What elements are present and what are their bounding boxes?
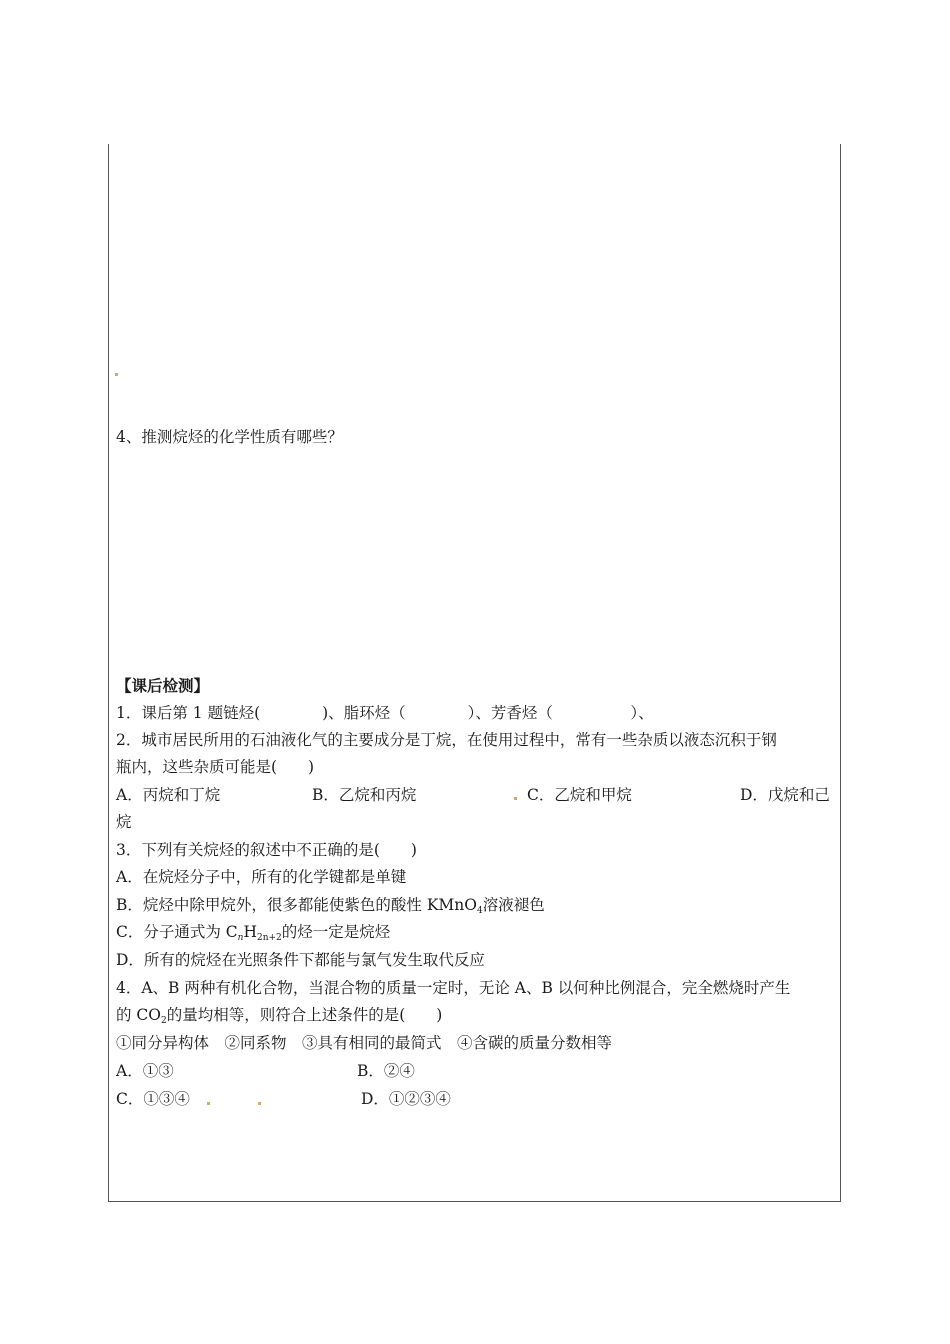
question-4-line-2: 的 $CO_2$的量均相等，则符合上述条件的是( ): [116, 1006, 443, 1026]
question-4-option-b: B．②④: [357, 1062, 415, 1080]
question-4-option-d: D．①②③④: [361, 1090, 451, 1108]
question-3-option-d: D．所有的烷烃在光照条件下都能与氯气发生取代反应: [116, 951, 485, 969]
question-4-option-c: C．①③④: [116, 1090, 190, 1108]
question-3-option-b: B．烷烃中除甲烷外，很多都能使紫色的酸性 KMnO$_4$溶液褪色: [116, 896, 545, 916]
question-3-stem: 3．下列有关烷烃的叙述中不正确的是( ): [116, 841, 417, 859]
question-3-option-c: C．分子通式为 CnH$_{2n+2}$的烃一定是烷烃: [116, 923, 391, 943]
question-2-line-2: 瓶内，这些杂质可能是( ): [116, 758, 315, 776]
question-2-option-d-wrap: 烷: [116, 813, 132, 831]
mark-dot: [258, 1102, 261, 1105]
mark-dot: [207, 1102, 210, 1105]
question-4-pre: 4、推测烷烃的化学性质有哪些？: [116, 428, 343, 446]
mark-dot: [514, 797, 517, 800]
mark-dot: [115, 373, 118, 376]
question-4-choices: ①同分异构体 ②同系物 ③具有相同的最简式 ④含碳的质量分数相等: [116, 1034, 613, 1052]
question-2-line-1: 2．城市居民所用的石油液化气的主要成分是丁烷，在使用过程中，常有一些杂质以液态沉积于钢: [116, 731, 777, 749]
question-2-option-d: D．戊烷和己: [740, 786, 830, 804]
question-4-option-a: A．①③: [116, 1062, 174, 1080]
question-3-option-a: A．在烷烃分子中，所有的化学键都是单键: [116, 868, 407, 886]
section-title: 【课后检测】: [116, 677, 210, 695]
question-2-option-c: C．乙烷和甲烷: [527, 786, 632, 804]
question-4-line-1: 4．A、B 两种有机化合物，当混合物的质量一定时，无论 A、B 以何种比例混合，完全燃烧时产生: [116, 979, 791, 997]
question-2-option-b: B．乙烷和丙烷: [312, 786, 417, 804]
question-2-option-a: A．丙烷和丁烷: [116, 786, 221, 804]
question-1: 1．课后第 1 题链烃( )、脂环烃（ ）、芳香烃（ ）、: [116, 704, 654, 722]
